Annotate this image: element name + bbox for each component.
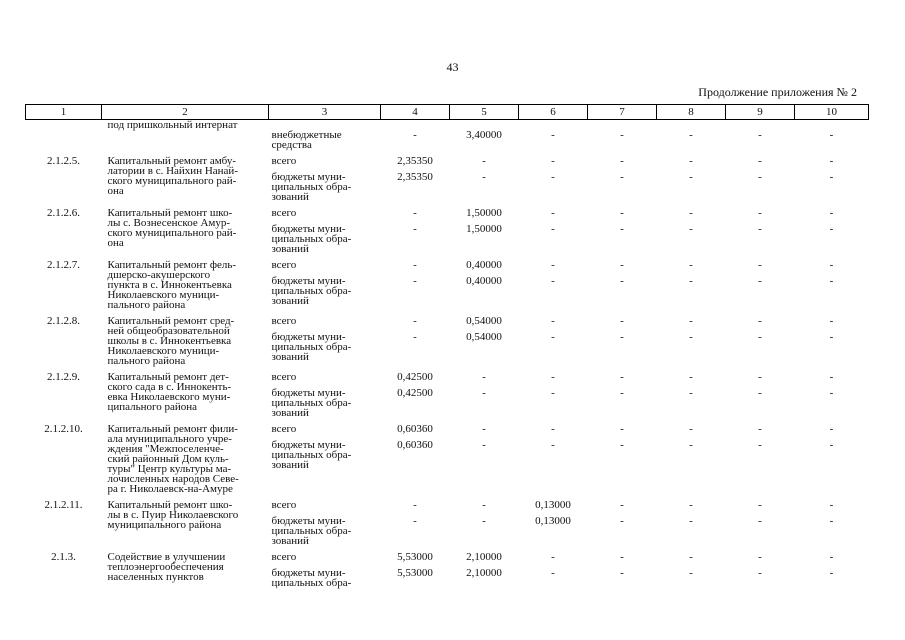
amount-value: - [482,439,486,451]
amount-value: - [689,315,693,327]
value-cell [726,418,795,494]
table-row [26,494,869,546]
funding-source-label: бюджеты муни- ципальных обра- зований [271,171,352,203]
value-cell [381,494,450,546]
row-code: 2.1.2.11. [44,499,83,511]
funding-source-label: всего [271,207,297,219]
funding-source-cell [269,418,381,494]
amount-value: 3,40000 [466,129,502,141]
amount-value: - [689,371,693,383]
amount-value: - [758,387,762,399]
amount-value: - [482,515,486,527]
amount-value: - [829,223,834,235]
funding-source-cell [269,254,381,310]
value-cell [795,120,869,151]
value-cell [726,150,795,202]
amount-value: - [413,515,417,527]
amount-value: 2,10000 [466,551,502,563]
amount-value: - [829,331,834,343]
amount-value: - [689,567,693,579]
row-code: 2.1.3. [51,551,76,563]
table-row [26,546,869,588]
amount-value: - [829,423,834,435]
row-name: под пришкольный интернат [107,119,238,131]
amount-value: - [689,275,693,287]
value-cell [726,202,795,254]
amount-value: - [551,171,555,183]
value-cell [519,254,588,310]
amount-value: - [413,207,417,219]
funding-source-label: бюджеты муни- ципальных обра- зований [271,439,352,471]
table-row [26,366,869,418]
value-cell [588,418,657,494]
amount-value: - [829,515,834,527]
amount-value: 0,42500 [397,387,433,399]
row-code [26,120,102,151]
funding-source-label: бюджеты муни- ципальных обра- [271,567,352,589]
amount-value: - [758,551,762,563]
amount-value: - [551,551,555,563]
amount-value: - [620,439,624,451]
row-code: 2.1.2.10. [44,423,83,435]
funding-source-label: всего [271,423,297,435]
funding-source-label: бюджеты муни- ципальных обра- зований [271,331,352,363]
amount-value: - [482,171,486,183]
amount-value: - [482,371,486,383]
row-code: 2.1.2.5. [47,155,80,167]
amount-value: - [689,129,693,141]
amount-value: 0,54000 [466,331,502,343]
amount-value: - [758,223,762,235]
table-body [26,120,869,589]
amount-value: - [413,129,417,141]
value-cell [726,310,795,366]
value-cell [519,366,588,418]
value-cell [795,418,869,494]
amount-value: - [689,155,693,167]
amount-value: - [758,439,762,451]
value-cell [381,120,450,151]
value-cell [588,254,657,310]
continuation-label: Продолжение приложения № 2 [698,85,857,99]
amount-value: - [829,387,834,399]
funding-source-label: бюджеты муни- ципальных обра- зований [271,223,352,255]
amount-value: - [829,567,834,579]
amount-value: - [689,259,693,271]
amount-value: - [482,423,486,435]
amount-value: - [482,499,486,511]
amount-value: 0,42500 [397,371,433,383]
table-row [26,254,869,310]
amount-value: - [482,387,486,399]
value-cell [726,546,795,588]
amount-value: 2,35350 [397,155,433,167]
value-cell [381,254,450,310]
value-cell [795,310,869,366]
value-cell [726,366,795,418]
amount-value: - [482,155,486,167]
amount-value: - [829,259,834,271]
amount-value: - [758,371,762,383]
funding-source-label: бюджеты муни- ципальных обра- зований [271,387,352,419]
amount-value: - [689,387,693,399]
amount-value: - [758,331,762,343]
column-header: 2 [102,105,269,120]
column-header: 3 [269,105,381,120]
amount-value: - [551,371,555,383]
value-cell [795,366,869,418]
amount-value: - [829,275,834,287]
table-row [26,150,869,202]
row-name: Капитальный ремонт амбу- латории в с. Найхин Нанай- ского муниципального рай- она [107,155,238,197]
value-cell [588,546,657,588]
value-cell [450,120,519,151]
value-cell [795,150,869,202]
amount-value: - [413,315,417,327]
value-cell [450,254,519,310]
value-cell [450,310,519,366]
funding-source-cell [269,202,381,254]
amount-value: 0,54000 [466,315,502,327]
column-header: 9 [726,105,795,120]
amount-value: - [620,315,624,327]
amount-value: - [689,223,693,235]
amount-value: - [551,387,555,399]
amount-value: - [620,171,624,183]
funding-source-label: всего [271,551,297,563]
amount-value: - [620,423,624,435]
funding-source-cell [269,310,381,366]
value-cell [726,254,795,310]
amount-value: - [829,439,834,451]
amount-value: - [551,423,555,435]
amount-value: 0,60360 [397,439,433,451]
table-row [26,120,869,151]
amount-value: - [551,129,555,141]
column-header: 4 [381,105,450,120]
amount-value: - [620,155,624,167]
value-cell [657,120,726,151]
amount-value: - [551,223,555,235]
funding-source-label: бюджеты муни- ципальных обра- зований [271,515,352,547]
value-cell [381,418,450,494]
amount-value: - [620,223,624,235]
value-cell [519,202,588,254]
row-code: 2.1.2.7. [47,259,80,271]
amount-value: - [551,207,555,219]
table-header [26,105,869,120]
value-cell [381,150,450,202]
amount-value: - [551,439,555,451]
value-cell [795,202,869,254]
amount-value: - [689,515,693,527]
program-table [25,104,869,588]
amount-value: 2,10000 [466,567,502,579]
funding-source-cell [269,150,381,202]
column-header: 8 [657,105,726,120]
amount-value: - [689,423,693,435]
row-name: Капитальный ремонт фель- дшерско-акушерского пункта в с. Иннокентьевка Николаевского муници- пального района [107,259,237,311]
row-code: 2.1.2.9. [47,371,80,383]
amount-value: - [689,207,693,219]
amount-value: - [620,259,624,271]
value-cell [657,150,726,202]
amount-value: 1,50000 [466,207,502,219]
value-cell [450,546,519,588]
table-row [26,202,869,254]
value-cell [588,494,657,546]
value-cell [657,494,726,546]
amount-value: - [413,499,417,511]
amount-value: - [829,315,834,327]
value-cell [657,366,726,418]
value-cell [588,310,657,366]
funding-source-cell [269,366,381,418]
amount-value: - [551,315,555,327]
funding-source-label: всего [271,315,297,327]
column-header: 7 [588,105,657,120]
value-cell [519,120,588,151]
value-cell [519,546,588,588]
value-cell [726,120,795,151]
value-cell [519,150,588,202]
value-cell [450,494,519,546]
funding-source-cell [269,120,381,151]
value-cell [381,366,450,418]
amount-value: - [620,371,624,383]
funding-source-label: всего [271,155,297,167]
amount-value: - [413,331,417,343]
amount-value: 0,13000 [535,499,571,511]
amount-value: - [758,171,762,183]
amount-value: - [551,567,555,579]
value-cell [588,202,657,254]
amount-value: - [829,171,834,183]
amount-value: - [758,515,762,527]
value-cell [657,546,726,588]
amount-value: - [551,155,555,167]
row-name: Капитальный ремонт дет- ского сада в с. Иннокенть- евка Николаевского муни- ципального района [107,371,232,413]
header-row [26,105,869,120]
value-cell [795,254,869,310]
column-header: 5 [450,105,519,120]
amount-value: - [620,387,624,399]
amount-value: - [551,275,555,287]
amount-value: - [620,275,624,287]
value-cell [588,150,657,202]
column-header: 1 [26,105,102,120]
row-code: 2.1.2.6. [47,207,80,219]
value-cell [519,310,588,366]
amount-value: - [620,129,624,141]
value-cell [450,202,519,254]
amount-value: - [620,207,624,219]
amount-value: - [758,259,762,271]
value-cell [657,310,726,366]
amount-value: 5,53000 [397,567,433,579]
funding-source-cell [269,546,381,588]
amount-value: - [758,207,762,219]
amount-value: - [620,515,624,527]
amount-value: 0,40000 [466,275,502,287]
amount-value: - [413,259,417,271]
value-cell [519,494,588,546]
amount-value: - [758,155,762,167]
amount-value: - [551,259,555,271]
value-cell [795,494,869,546]
column-header: 6 [519,105,588,120]
value-cell [519,418,588,494]
funding-source-label: бюджеты муни- ципальных обра- зований [271,275,352,307]
amount-value: 2,35350 [397,171,433,183]
amount-value: - [689,499,693,511]
value-cell [450,418,519,494]
amount-value: - [620,567,624,579]
amount-value: - [758,499,762,511]
amount-value: - [689,171,693,183]
amount-value: - [620,331,624,343]
value-cell [588,120,657,151]
amount-value: 0,60360 [397,423,433,435]
value-cell [381,546,450,588]
amount-value: - [758,423,762,435]
row-name: Капитальный ремонт сред- ней общеобразовательной школы в с. Иннокентьевка Николаевского муници- пального района [107,315,235,367]
amount-value: 1,50000 [466,223,502,235]
table-row [26,310,869,366]
value-cell [726,494,795,546]
amount-value: - [829,155,834,167]
amount-value: - [829,371,834,383]
row-name: Капитальный ремонт шко- лы в с. Пуир Николаевского муниципального района [107,499,239,531]
amount-value: - [413,275,417,287]
amount-value: - [829,551,834,563]
amount-value: - [829,207,834,219]
value-cell [450,150,519,202]
amount-value: - [758,275,762,287]
funding-source-label: всего [271,499,297,511]
amount-value: - [829,129,834,141]
funding-source-label: всего [271,371,297,383]
value-cell [381,202,450,254]
row-name: Капитальный ремонт фили- ала муниципального учре- ждения "Межпоселенче- ский районный Дом куль- туры" Центр культуры ма- лочисленных народов Севе- ра г. Николаевск-на-Амуре [107,423,239,495]
amount-value: - [689,331,693,343]
row-code: 2.1.2.8. [47,315,80,327]
value-cell [795,546,869,588]
value-cell [588,366,657,418]
value-cell [657,418,726,494]
row-name: Капитальный ремонт шко- лы с. Вознесенское Амур- ского муниципального рай- она [107,207,237,249]
table-row [26,418,869,494]
amount-value: 0,13000 [535,515,571,527]
funding-source-label: всего [271,259,297,271]
value-cell [450,366,519,418]
page-number: 43 [446,60,459,74]
amount-value: - [758,129,762,141]
amount-value: 0,40000 [466,259,502,271]
amount-value: - [758,315,762,327]
amount-value: 5,53000 [397,551,433,563]
funding-source-cell [269,494,381,546]
amount-value: - [689,439,693,451]
amount-value: - [620,551,624,563]
value-cell [657,254,726,310]
funding-source-label: внебюджетные средства [271,129,342,151]
value-cell [381,310,450,366]
amount-value: - [413,223,417,235]
row-name: Содействие в улучшении теплоэнергообеспечения населенных пунктов [107,551,226,583]
amount-value: - [689,551,693,563]
amount-value: - [551,331,555,343]
amount-value: - [620,499,624,511]
amount-value: - [829,499,834,511]
amount-value: - [758,567,762,579]
value-cell [657,202,726,254]
column-header: 10 [795,105,869,120]
